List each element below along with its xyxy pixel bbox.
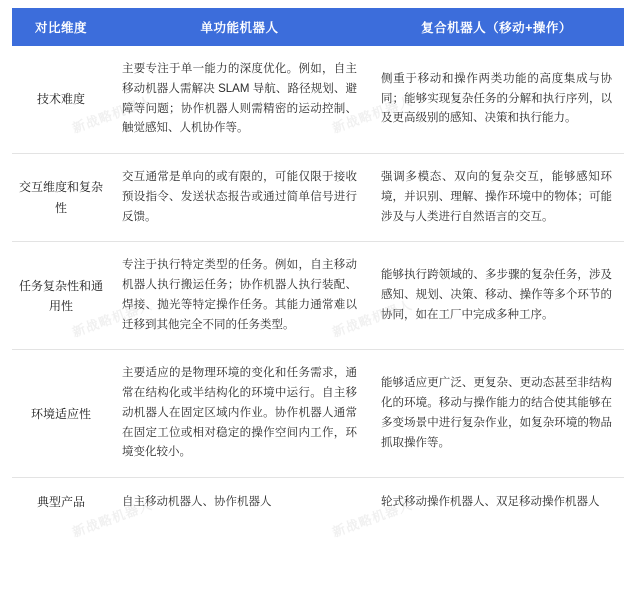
table-body: [12, 46, 624, 527]
table-row: [12, 46, 624, 154]
table-row: [12, 242, 624, 350]
row-dimension-label: 交互维度和复杂性: [12, 154, 110, 242]
column-header-single-function-robot: 单功能机器人: [110, 8, 369, 46]
row-single-cell: 交互通常是单向的或有限的，可能仅限于接收预设指令、发送状态报告或通过简单信号进行反馈。: [110, 154, 369, 242]
column-header-composite-robot: 复合机器人（移动+操作）: [369, 8, 624, 46]
row-dimension-label: 任务复杂性和通用性: [12, 242, 110, 350]
table-header-row: [12, 8, 624, 46]
table-row: [12, 478, 624, 527]
row-single-cell: 自主移动机器人、协作机器人: [110, 478, 369, 527]
row-composite-cell: 侧重于移动和操作两类功能的高度集成与协同；能够实现复杂任务的分解和执行序列，以及更高级别的感知、决策和执行能力。: [369, 46, 624, 154]
row-dimension-label: 环境适应性: [12, 350, 110, 478]
row-single-cell: 专注于执行特定类型的任务。例如，自主移动机器人执行搬运任务；协作机器人执行装配、焊接、抛光等特定操作任务。其能力通常难以迁移到其他完全不同的任务类型。: [110, 242, 369, 350]
row-dimension-label: 技术难度: [12, 46, 110, 154]
table-header: [12, 8, 624, 46]
column-header-dimension: 对比维度: [12, 8, 110, 46]
comparison-table: [12, 8, 624, 527]
row-composite-cell: 能够执行跨领域的、多步骤的复杂任务，涉及感知、规划、决策、移动、操作等多个环节的协同，如在工厂中完成多种工序。: [369, 242, 624, 350]
table-row: [12, 350, 624, 478]
table-row: [12, 154, 624, 242]
row-composite-cell: 轮式移动操作机器人、双足移动操作机器人: [369, 478, 624, 527]
row-single-cell: 主要专注于单一能力的深度优化。例如，自主移动机器人需解决 SLAM 导航、路径规划、避障等问题；协作机器人则需精密的运动控制、触觉感知、人机协作等。: [110, 46, 369, 154]
row-composite-cell: 强调多模态、双向的复杂交互，能够感知环境，并识别、理解、操作环境中的物体；可能涉及与人类进行自然语言的交互。: [369, 154, 624, 242]
document-page: [0, 8, 636, 611]
row-composite-cell: 能够适应更广泛、更复杂、更动态甚至非结构化的环境。移动与操作能力的结合使其能够在多变场景中进行复杂作业，如复杂环境的物品抓取操作等。: [369, 350, 624, 478]
row-single-cell: 主要适应的是物理环境的变化和任务需求，通常在结构化或半结构化的环境中运行。自主移动机器人在固定区域内作业。协作机器人通常在固定工位或相对稳定的操作空间内工作，环境变化较小。: [110, 350, 369, 478]
row-dimension-label: 典型产品: [12, 478, 110, 527]
